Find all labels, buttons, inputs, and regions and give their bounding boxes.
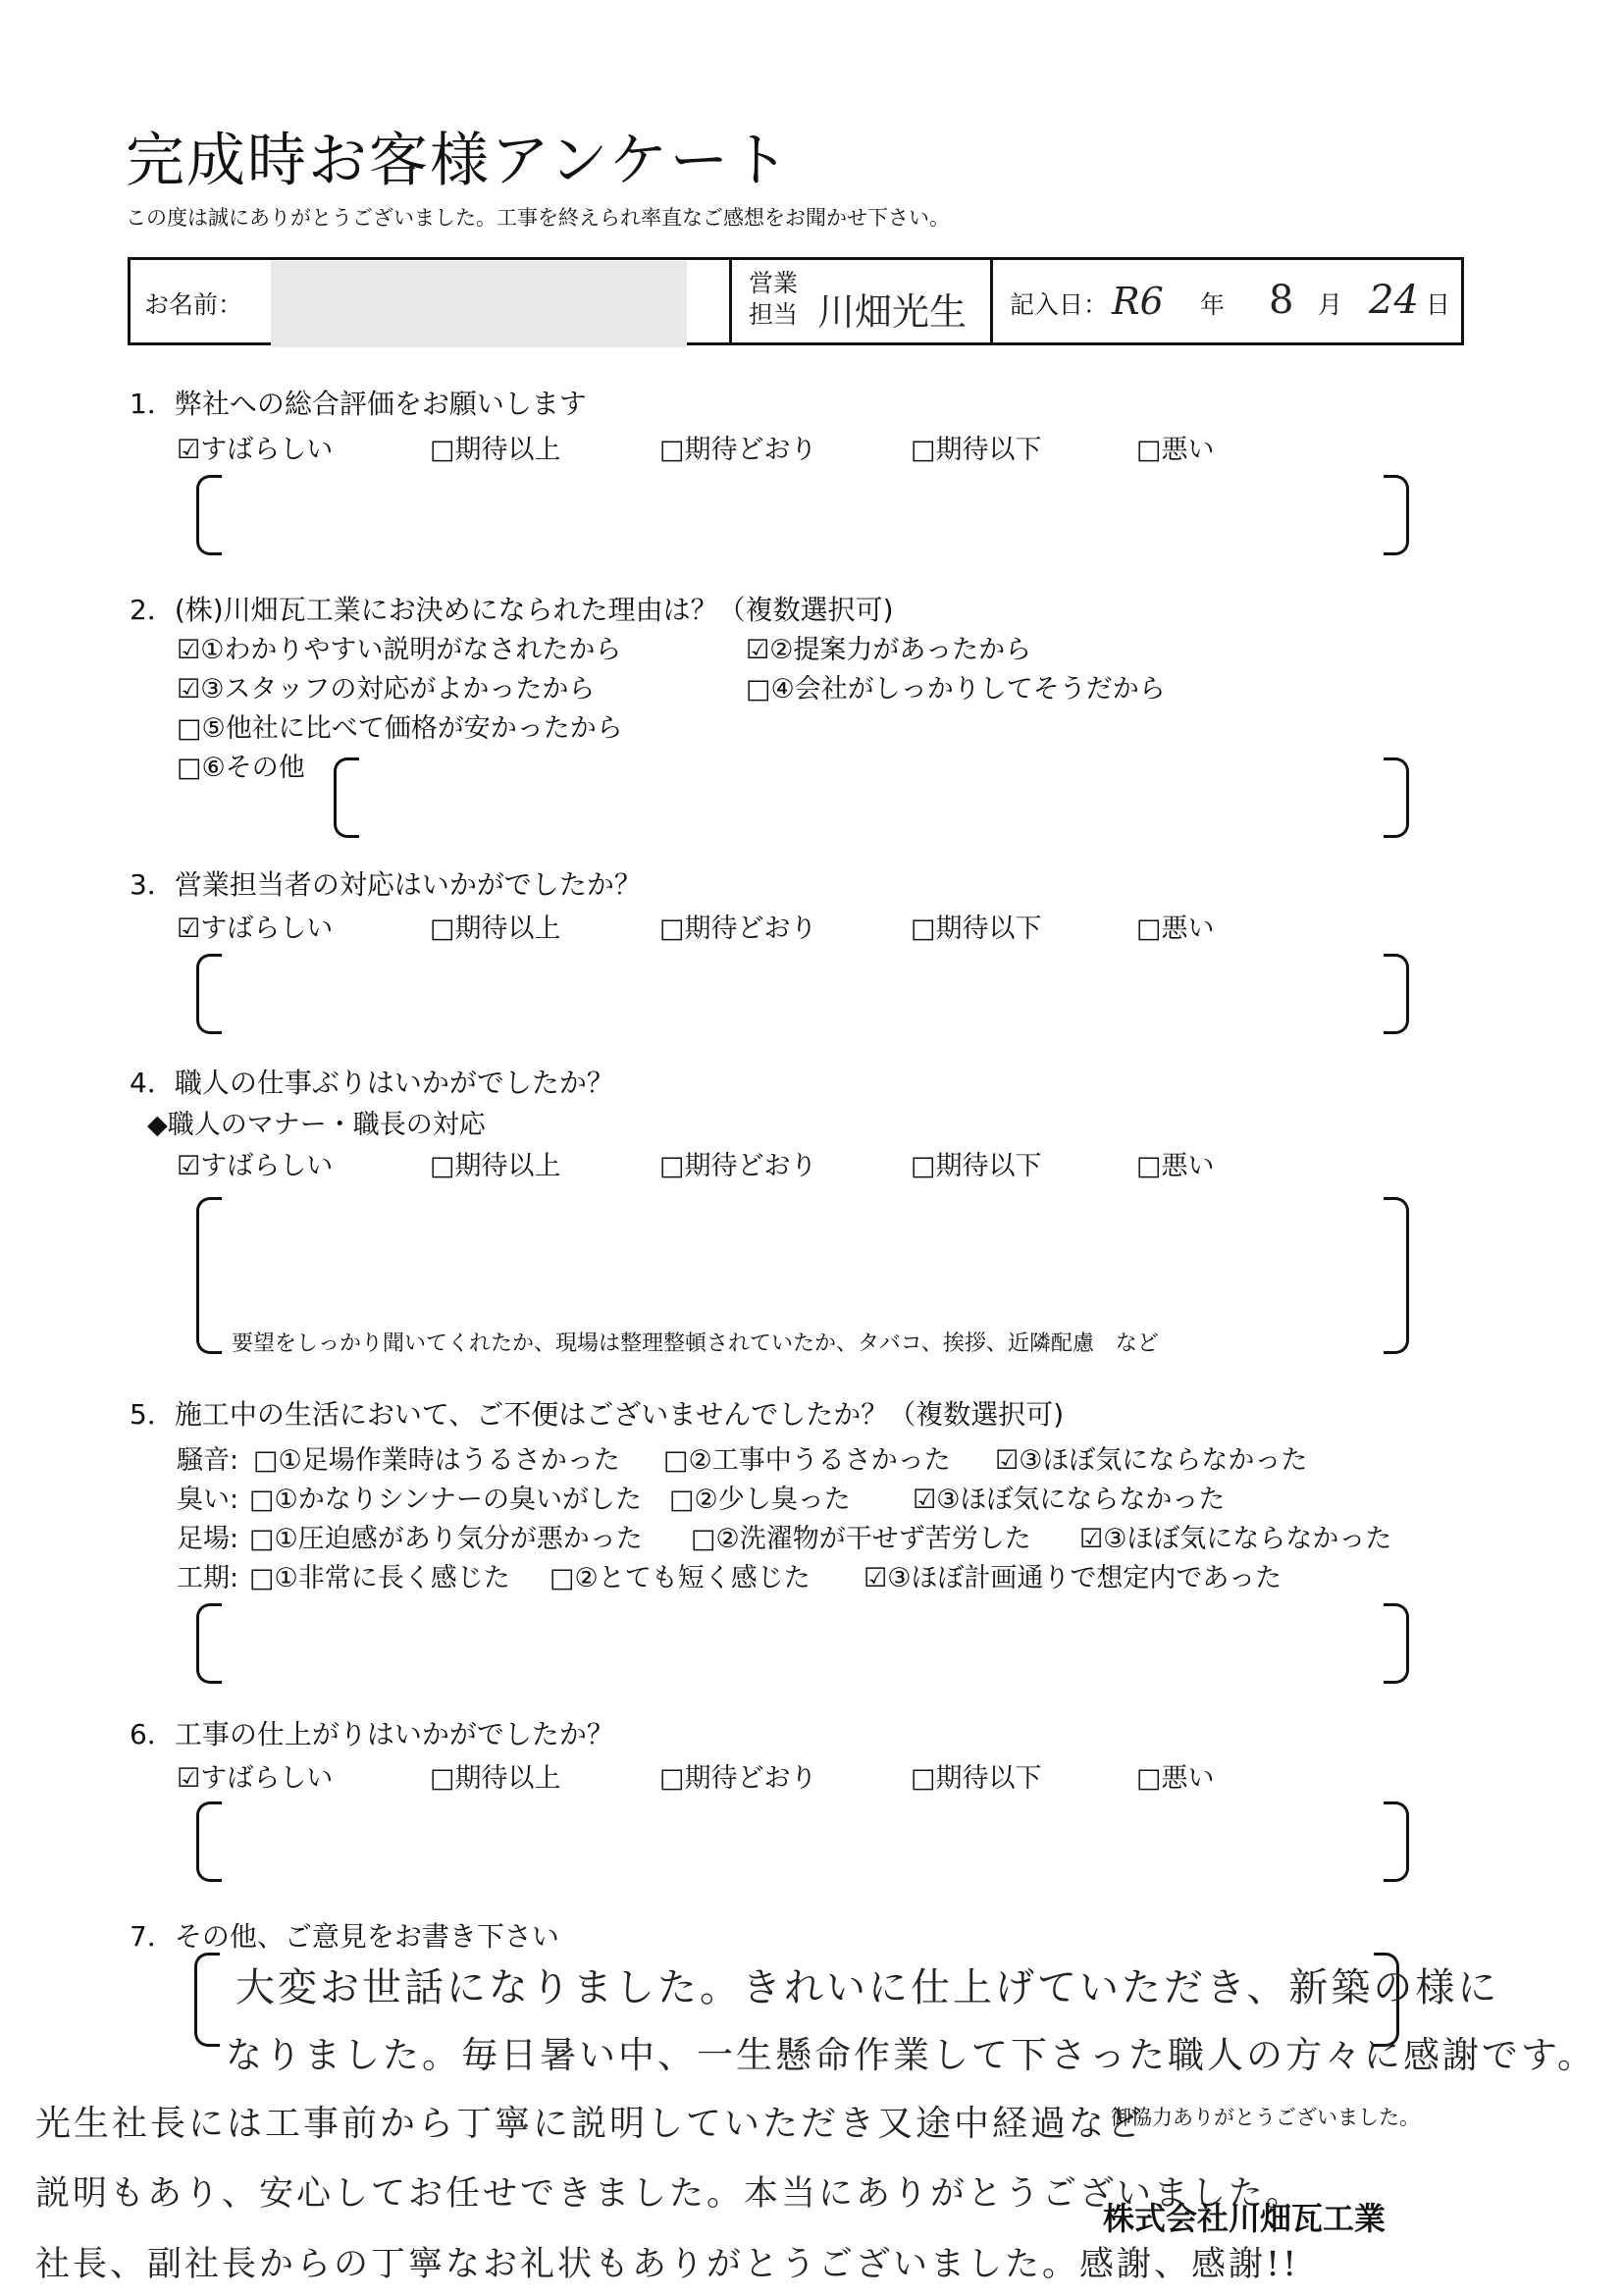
q3-option[interactable]: □悪い bbox=[1136, 913, 1215, 944]
q1-option[interactable]: ☑すばらしい bbox=[177, 435, 334, 465]
q5-bracket-left bbox=[196, 1603, 222, 1684]
thanks-text: 御協力ありがとうございました。 bbox=[1111, 2106, 1420, 2129]
q4-option[interactable]: □期待どおり bbox=[659, 1151, 817, 1181]
q5-option[interactable]: ☑③ほぼ気にならなかった bbox=[995, 1445, 1308, 1476]
q6-option[interactable]: □期待以下 bbox=[911, 1763, 1042, 1794]
q1-bracket-left bbox=[196, 475, 222, 555]
q2-option[interactable]: □⑤他社に比べて価格が安かったから bbox=[177, 713, 623, 744]
q5-option[interactable]: ☑③ほぼ計画通りで想定内であった bbox=[863, 1563, 1282, 1593]
q5-option[interactable]: □①足場作業時はうるさかった bbox=[253, 1445, 620, 1476]
q4-option[interactable]: □期待以下 bbox=[911, 1151, 1042, 1181]
q1-bracket-right bbox=[1384, 475, 1409, 555]
q6-title: 6．工事の仕上がりはいかがでしたか？ bbox=[130, 1718, 614, 1750]
q2-bracket-right bbox=[1384, 757, 1409, 838]
comment-line: なりました。毎日暑い中、一生懸命作業して下さった職人の方々に感謝です。 bbox=[226, 2034, 1597, 2076]
comment-line: 光生社長には工事前から丁寧に説明していただき又途中経過など bbox=[35, 2104, 1146, 2144]
q6-option[interactable]: □期待どおり bbox=[659, 1763, 817, 1794]
q5-title: 5．施工中の生活において、ご不便はございませんでしたか？（複数選択可) bbox=[130, 1398, 1065, 1431]
q4-title: 4．職人の仕事ぶりはいかがでしたか？ bbox=[130, 1067, 614, 1099]
q3-title: 3．営業担当者の対応はいかがでしたか？ bbox=[130, 868, 642, 901]
q4-option[interactable]: ☑すばらしい bbox=[177, 1151, 334, 1181]
header-divider bbox=[729, 260, 732, 342]
q1-option[interactable]: □期待以下 bbox=[911, 435, 1042, 465]
survey-subtitle: この度は誠にありがとうございました。工事を終えられ率直なご感想をお聞かせ下さい。 bbox=[126, 206, 950, 230]
comment-line: 社長、副社長からの丁寧なお礼状もありがとうございました。感謝、感謝!! bbox=[35, 2245, 1300, 2284]
sales-label: 営業担当 bbox=[749, 269, 799, 329]
q4-option[interactable]: □悪い bbox=[1136, 1151, 1215, 1181]
survey-title: 完成時お客様アンケート bbox=[126, 127, 792, 195]
comment-line: 説明もあり、安心してお任せできました。本当にありがとうございました。 bbox=[35, 2174, 1304, 2214]
sales-name: 川畑光生 bbox=[817, 290, 968, 334]
q2-option[interactable]: ☑②提案力があったから bbox=[746, 635, 1032, 665]
q1-option[interactable]: □悪い bbox=[1136, 435, 1215, 465]
q5-option[interactable]: ☑③ほぼ気にならなかった bbox=[1079, 1524, 1392, 1554]
q6-option[interactable]: □期待以上 bbox=[430, 1763, 561, 1794]
date-month: 8 bbox=[1269, 278, 1294, 323]
q7-title: 7．その他、ご意見をお書き下さい bbox=[130, 1920, 559, 1953]
q5-option[interactable]: □②とても短く感じた bbox=[549, 1563, 811, 1593]
q3-option[interactable]: ☑すばらしい bbox=[177, 913, 334, 944]
q3-option[interactable]: □期待どおり bbox=[659, 913, 817, 944]
q6-bracket-left bbox=[196, 1801, 222, 1882]
company-name: 株式会社川畑瓦工業 bbox=[1103, 2200, 1387, 2237]
q1-title: 1．弊社への総合評価をお願いします bbox=[130, 388, 587, 420]
q3-option[interactable]: □期待以下 bbox=[911, 913, 1042, 944]
date-day: 24 bbox=[1369, 278, 1419, 323]
name-redaction bbox=[271, 261, 687, 347]
q5-row-label: 足場: bbox=[177, 1524, 239, 1554]
q1-option[interactable]: □期待以上 bbox=[430, 435, 561, 465]
q2-title: 2．(株)川畑瓦工業にお決めになられた理由は？（複数選択可) bbox=[130, 594, 894, 626]
name-label: お名前： bbox=[144, 290, 243, 319]
q5-row-label: 工期: bbox=[177, 1563, 239, 1593]
q3-bracket-right bbox=[1384, 954, 1409, 1034]
q5-option[interactable]: □②洗濯物が干せず苦労した bbox=[691, 1524, 1031, 1554]
q5-option[interactable]: □①非常に長く感じた bbox=[249, 1563, 510, 1593]
q1-option[interactable]: □期待どおり bbox=[659, 435, 817, 465]
q2-option[interactable]: □⑥その他 bbox=[177, 753, 305, 783]
q5-option[interactable]: □①かなりシンナーの臭いがした bbox=[249, 1485, 643, 1515]
header-divider bbox=[990, 260, 993, 342]
q4-subtitle: ◆職人のマナー・職長の対応 bbox=[147, 1110, 486, 1140]
q4-option[interactable]: □期待以上 bbox=[430, 1151, 561, 1181]
q5-row-label: 臭い: bbox=[177, 1485, 239, 1515]
q3-bracket-left bbox=[196, 954, 222, 1034]
q4-bracket-left bbox=[196, 1197, 222, 1354]
month-label: 月 bbox=[1318, 290, 1343, 319]
q2-option[interactable]: ☑③スタッフの対応がよかったから bbox=[177, 674, 596, 704]
q2-option[interactable]: ☑①わかりやすい説明がなされたから bbox=[177, 635, 622, 665]
q5-option[interactable]: □①圧迫感があり気分が悪かった bbox=[249, 1524, 643, 1554]
q5-option[interactable]: □②工事中うるさかった bbox=[663, 1445, 951, 1476]
date-era: R6 bbox=[1112, 280, 1164, 323]
q4-bracket-right bbox=[1384, 1197, 1409, 1354]
q2-option[interactable]: □④会社がしっかりしてそうだから bbox=[746, 674, 1166, 704]
q5-option[interactable]: ☑③ほぼ気にならなかった bbox=[913, 1485, 1226, 1515]
comment-line: 大変お世話になりました。きれいに仕上げていただき、新築の様に bbox=[235, 1965, 1500, 2010]
q5-bracket-right bbox=[1384, 1603, 1409, 1684]
q6-option[interactable]: ☑すばらしい bbox=[177, 1763, 334, 1794]
year-label: 年 bbox=[1200, 290, 1226, 319]
q2-bracket-left bbox=[334, 757, 359, 838]
q6-option[interactable]: □悪い bbox=[1136, 1763, 1215, 1794]
q5-option[interactable]: □②少し臭った bbox=[669, 1485, 851, 1515]
q6-bracket-right bbox=[1384, 1801, 1409, 1882]
day-label: 日 bbox=[1426, 290, 1451, 319]
q5-row-label: 騒音: bbox=[177, 1445, 239, 1476]
q3-option[interactable]: □期待以上 bbox=[430, 913, 561, 944]
q4-hint: 要望をしっかり聞いてくれたか、現場は整理整頓されていたか、タバコ、挨拶、近隣配慮 など bbox=[232, 1331, 1159, 1356]
date-label: 記入日： bbox=[1010, 290, 1109, 319]
q7-bracket-left bbox=[194, 1953, 220, 2047]
